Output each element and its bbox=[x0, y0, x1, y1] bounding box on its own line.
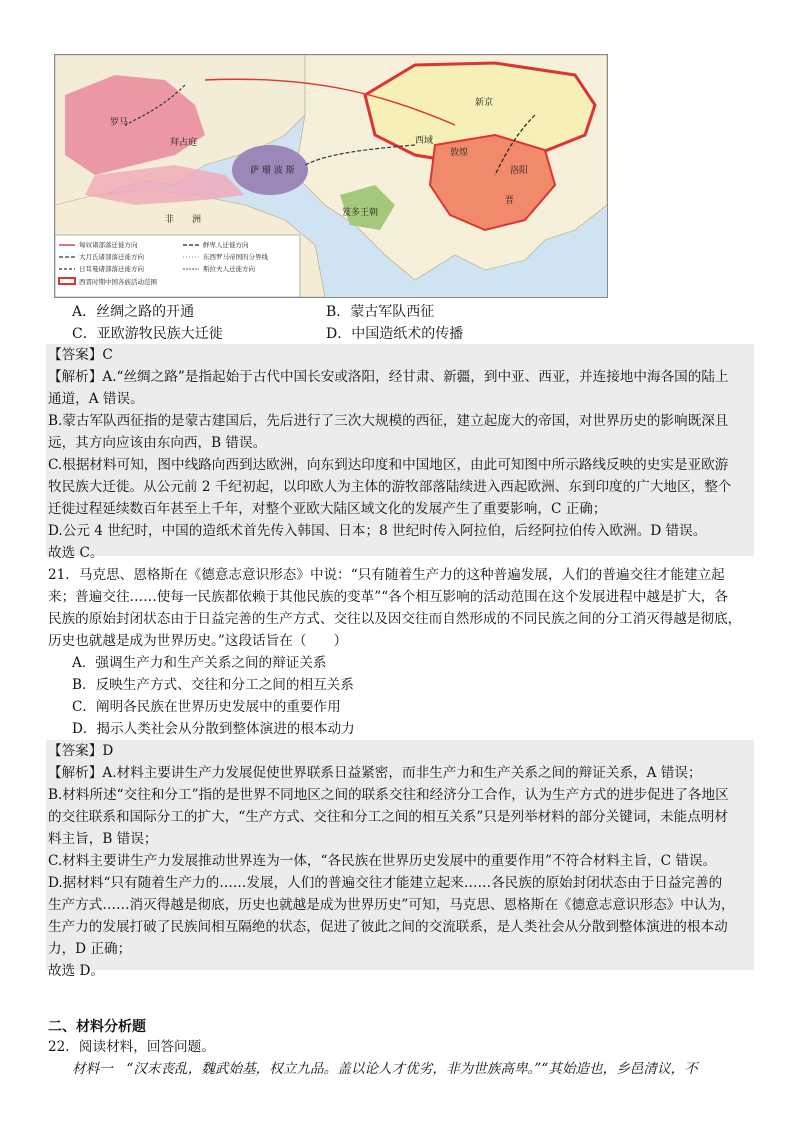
q21-analysis-line: D.据材料“只有随着生产力的……发展，人们的普遍交往才能建立起来……各民族的原始封闭状态由于日益完善的 bbox=[48, 875, 723, 891]
q21-option-a: A．强调生产力和生产关系之间的辩证关系 bbox=[72, 655, 327, 671]
q20-option-c: C．亚欧游牧民族大迁徙 bbox=[72, 326, 223, 342]
legend-slav: 斯拉夫人迁徙方向 bbox=[203, 265, 255, 273]
q20-analysis-line: C.根据材料可知，图中线路向西到达欧洲，向东到达印度和中国地区，由此可知图中所示路线反映的史实是亚欧游 bbox=[48, 457, 729, 473]
q22-material1: 材料一 “汉末丧乱，魏武始基，权立九品。盖以论人才优劣，非为世族高卑。”“其始造也，乡邑清议，不 bbox=[72, 1061, 698, 1077]
q21-stem-line: 来；普遍交往……使每一民族都依赖于其他民族的变革”“各个相互影响的活动范围在这个发展进程中越是扩大，各 bbox=[48, 589, 728, 605]
label-africa: 非 洲 bbox=[165, 215, 202, 225]
q20-answer: 【答案】C bbox=[48, 347, 113, 363]
q21-analysis-line: B.材料所述“交往和分工”指的是世界不同地区之间的联系交往和经济分工合作，认为生产方式的进步促进了各地区 bbox=[48, 787, 729, 803]
label-dunhuang: 敦煌 bbox=[450, 148, 469, 158]
legend-germanic: 日耳曼诸部落迁徙方向 bbox=[79, 265, 144, 273]
label-xiyu: 西域 bbox=[415, 136, 434, 146]
q21-option-b: B．反映生产方式、交往和分工之间的相互关系 bbox=[72, 677, 354, 693]
map-graphic bbox=[55, 55, 607, 297]
q20-option-b: B．蒙古军队西征 bbox=[326, 304, 435, 320]
q21-analysis-line: 生产力的发展打破了民族间相互隔绝的状态，促进了彼此之间的交流联系，是人类社会从分散到整体演进的根本动 bbox=[48, 919, 728, 935]
migration-map bbox=[54, 54, 608, 298]
q20-analysis-line: 迁徙过程延续数百年甚至上千年，对整个亚欧大陆区域文化的发展产生了重要影响，C 正确； bbox=[48, 501, 607, 517]
q20-analysis-line: 牧民族大迁徙。从公元前 2 千纪初起，以印欧人为主体的游牧部落陆续进入西起欧洲、东到印度的广大地区，整个 bbox=[48, 479, 732, 495]
q21-stem-line: 历史也就越是成为世界历史。”这段话旨在（ ） bbox=[48, 633, 348, 649]
section-title: 二、材料分析题 bbox=[48, 1019, 146, 1035]
q21-analysis-line: 【解析】A.材料主要讲生产力发展促使世界联系日益紧密，而非生产力和生产关系之间的辩证关系，A 错误； bbox=[48, 765, 702, 781]
label-shangjing: 新京 bbox=[475, 98, 494, 108]
legend-xiongnu: 匈奴诸部落迁徙方向 bbox=[79, 241, 138, 249]
legend-xianbei: 鲜卑人迁徙方向 bbox=[203, 241, 249, 249]
legend-yuezhi: 大月氏诸部落迁徙方向 bbox=[79, 253, 144, 261]
q20-option-a: A．丝绸之路的开通 bbox=[72, 304, 195, 320]
q21-analysis-line: 的交往联系和国际分工的扩大，“生产方式、交往和分工之间的相互关系”只是列举材料的部分关键词，未能点明材 bbox=[48, 809, 728, 825]
q20-analysis-line: 远，其方向应该由东向西，B 错误。 bbox=[48, 435, 267, 451]
q20-analysis-line: D.公元 4 世纪时，中国的造纸术首先传入韩国、日本；8 世纪时传入阿拉伯，后经阿拉伯传入欧洲。D 错误。 bbox=[48, 523, 707, 539]
q21-stem-line: 21．马克思、恩格斯在《德意志意识形态》中说：“只有随着生产力的这种普遍发展，人们的普遍交往才能建立起 bbox=[48, 567, 725, 583]
label-luoyang: 洛阳 bbox=[510, 166, 529, 176]
q21-option-c: C．阐明各民族在世界历史发展中的重要作用 bbox=[72, 699, 341, 715]
q21-analysis-line: 故选 D。 bbox=[48, 963, 105, 979]
q21-analysis-line: 料主旨，B 错误； bbox=[48, 831, 158, 847]
label-iran: 萨 珊 波 斯 bbox=[250, 166, 295, 176]
q21-answer: 【答案】D bbox=[48, 743, 114, 759]
q20-analysis-line: 故选 C。 bbox=[48, 545, 104, 561]
q21-analysis-line: C.材料主要讲生产力发展推动世界连为一体，“各民族在世界历史发展中的重要作用”不符合材料主旨，C 错误。 bbox=[48, 853, 717, 869]
q22-stem: 22．阅读材料，回答问题。 bbox=[48, 1039, 215, 1055]
q20-analysis-line: 【解析】A.“丝绸之路”是指起始于古代中国长安或洛阳，经甘肃、新疆，到中亚、西亚，并连接地中海各国的陆上 bbox=[48, 369, 729, 385]
legend-rome-divide: 东西罗马帝国的分界线 bbox=[203, 253, 268, 261]
q21-option-d: D．揭示人类社会从分散到整体演进的根本动力 bbox=[72, 721, 355, 737]
label-gupta: 笈多王朝 bbox=[342, 208, 379, 218]
q21-stem-line: 民族的原始封闭状态由于日益完善的生产方式、交往以及因交往而自然形成的不同民族之间的分工消灭得越是彻底， bbox=[48, 611, 742, 627]
label-rome: 罗马 bbox=[110, 118, 129, 128]
q20-analysis-line: B.蒙古军队西征指的是蒙古建国后，先后进行了三次大规模的西征，建立起庞大的帝国，对世界历史的影响既深且 bbox=[48, 413, 729, 429]
q21-analysis-line: 力，D 正确； bbox=[48, 941, 132, 957]
label-byzantium: 拜占庭 bbox=[170, 138, 198, 148]
q20-option-d: D．中国造纸术的传播 bbox=[326, 326, 464, 342]
q20-analysis-line: 通道，A 错误。 bbox=[48, 391, 144, 407]
q21-analysis-line: 生产方式……消灭得越是彻底，历史也就越是成为世界历史”可知，马克思、恩格斯在《德意志意识形态》中认为， bbox=[48, 897, 735, 913]
legend-jin-range: 西晋时期中国各族活动范围 bbox=[79, 278, 157, 286]
label-jin: 晋 bbox=[505, 196, 515, 206]
